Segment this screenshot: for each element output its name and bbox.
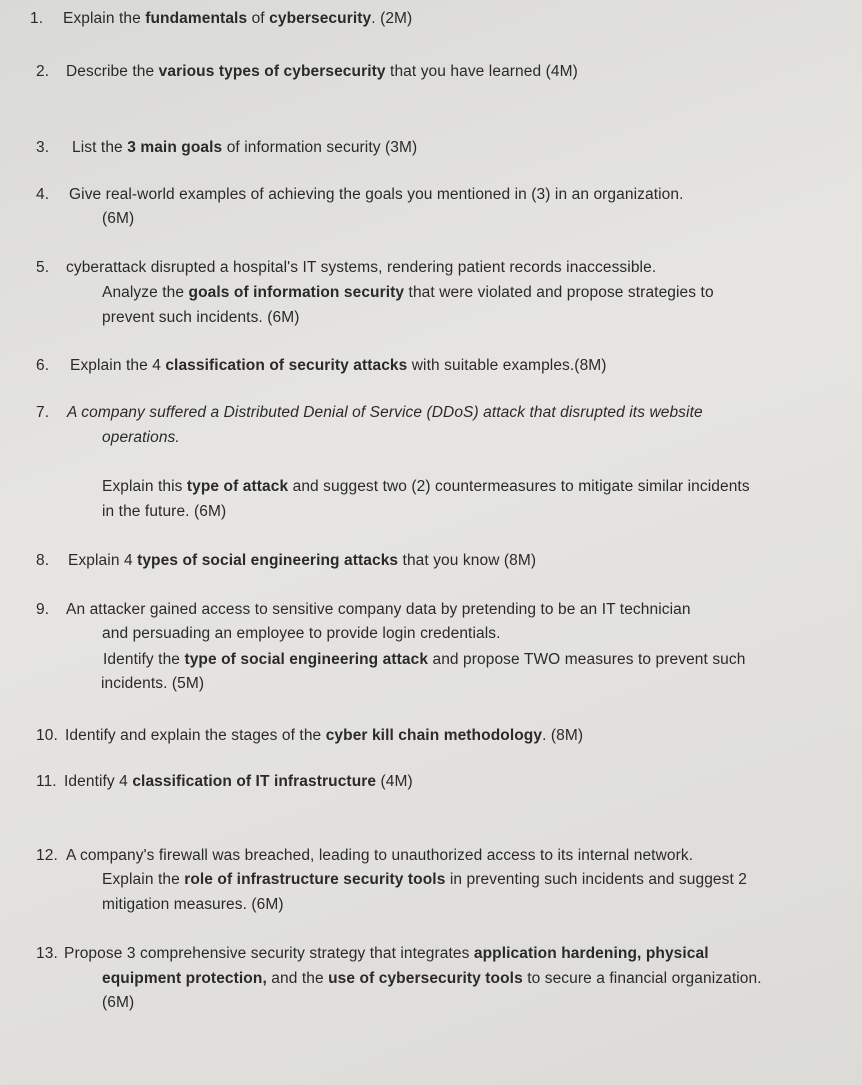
question-13-line-3 — [102, 993, 134, 1013]
text: that were violated and propose strategies to — [404, 284, 714, 301]
question-number: 2. — [36, 63, 50, 80]
text: Explain the — [63, 10, 146, 27]
text: types of social engineering attacks — [137, 552, 399, 569]
text: Identify the — [103, 651, 185, 668]
question-5 — [36, 258, 656, 278]
text: 3 main goals — [127, 139, 223, 156]
question-number: 13. — [36, 945, 58, 962]
text: use of cybersecurity tools — [328, 970, 523, 987]
text: equipment protection, — [102, 970, 267, 987]
question-number: 3. — [36, 139, 50, 156]
question-12-line-3 — [102, 895, 284, 915]
question-11 — [36, 772, 413, 792]
question-7-line-4 — [102, 502, 226, 522]
question-number: 5. — [36, 259, 50, 276]
question-1 — [30, 9, 412, 29]
text: that you know (8M) — [398, 552, 537, 569]
text: Describe the — [66, 63, 159, 80]
text: goals of information security — [188, 284, 405, 301]
text: prevent such incidents. (6M) — [102, 309, 300, 326]
text: An attacker gained access to sensitive company data by pretending to be an IT technician — [66, 601, 691, 618]
text: and suggest two (2) countermeasures to mitigate similar incidents — [288, 478, 750, 495]
text: in the future. (6M) — [102, 503, 227, 520]
text: Identify and explain the stages of the — [65, 727, 326, 744]
text: various types of cybersecurity — [158, 63, 386, 80]
text: type of social engineering attack — [184, 651, 429, 668]
question-9-line-3 — [103, 650, 745, 670]
text: cyber kill chain methodology — [325, 727, 543, 744]
question-7 — [36, 403, 703, 423]
text: with suitable examples.(8M) — [407, 357, 607, 374]
text: classification of IT infrastructure — [132, 773, 377, 790]
question-number: 10. — [36, 727, 58, 744]
question-number: 7. — [36, 404, 50, 421]
question-9-line-4 — [101, 674, 204, 694]
question-13 — [36, 944, 709, 964]
text: and the — [266, 970, 329, 987]
text: role of infrastructure security tools — [184, 871, 446, 888]
text: type of attack — [186, 478, 289, 495]
question-7-line-2 — [102, 428, 180, 448]
text: operations. — [102, 429, 180, 446]
question-8 — [36, 551, 536, 571]
question-number: 9. — [36, 601, 50, 618]
text: Explain the 4 — [70, 357, 166, 374]
question-6 — [36, 356, 607, 376]
text: cyberattack disrupted a hospital's IT systems, rendering patient records inaccessible. — [66, 259, 657, 276]
text: classification of security attacks — [165, 357, 408, 374]
question-5-line-2 — [102, 283, 714, 303]
text: of information security (3M) — [222, 139, 418, 156]
text: . (8M) — [542, 727, 584, 744]
question-number: 12. — [36, 847, 58, 864]
text: application hardening, physical — [473, 945, 709, 962]
question-2 — [36, 62, 578, 82]
text: Propose 3 comprehensive security strategy that integrates — [64, 945, 474, 962]
text: List the — [72, 139, 128, 156]
text: (6M) — [102, 210, 135, 227]
text: Identify 4 — [64, 773, 133, 790]
question-number: 4. — [36, 186, 50, 203]
question-7-line-3 — [102, 477, 750, 497]
text: and persuading an employee to provide login credentials. — [102, 625, 501, 642]
question-number: 8. — [36, 552, 50, 569]
question-9-line-2 — [102, 624, 501, 644]
text: A company's firewall was breached, leading to unauthorized access to its internal network. — [66, 847, 694, 864]
text: to secure a financial organization. — [522, 970, 762, 987]
question-10 — [36, 726, 583, 746]
text: Give real-world examples of achieving the goals you mentioned in (3) in an organization. — [69, 186, 684, 203]
question-number: 11. — [36, 773, 57, 790]
question-number: 6. — [36, 357, 50, 374]
text: mitigation measures. (6M) — [102, 896, 284, 913]
text: . (2M) — [371, 10, 413, 27]
text: fundamentals — [145, 10, 248, 27]
question-3 — [36, 138, 417, 158]
question-13-line-2 — [102, 969, 762, 989]
text: A company suffered a Distributed Denial of Service (DDoS) attack that disrupted its website — [67, 404, 703, 421]
question-4-line-2 — [102, 209, 134, 229]
question-4 — [36, 185, 684, 205]
text: that you have learned (4M) — [385, 63, 578, 80]
question-5-line-3 — [102, 308, 300, 328]
text: in preventing such incidents and suggest 2 — [445, 871, 748, 888]
text: cybersecurity — [269, 10, 372, 27]
question-12-line-2 — [102, 870, 747, 890]
text: Explain 4 — [68, 552, 138, 569]
text: Explain the — [102, 871, 185, 888]
text: and propose TWO measures to prevent such — [428, 651, 746, 668]
text: Explain this — [102, 478, 187, 495]
text: (4M) — [376, 773, 413, 790]
question-12 — [36, 846, 693, 866]
text: incidents. (5M) — [101, 675, 205, 692]
text: (6M) — [102, 994, 135, 1011]
question-number: 1. — [30, 10, 44, 27]
text: of — [247, 10, 270, 27]
text: Analyze the — [102, 284, 189, 301]
question-9 — [36, 600, 691, 620]
